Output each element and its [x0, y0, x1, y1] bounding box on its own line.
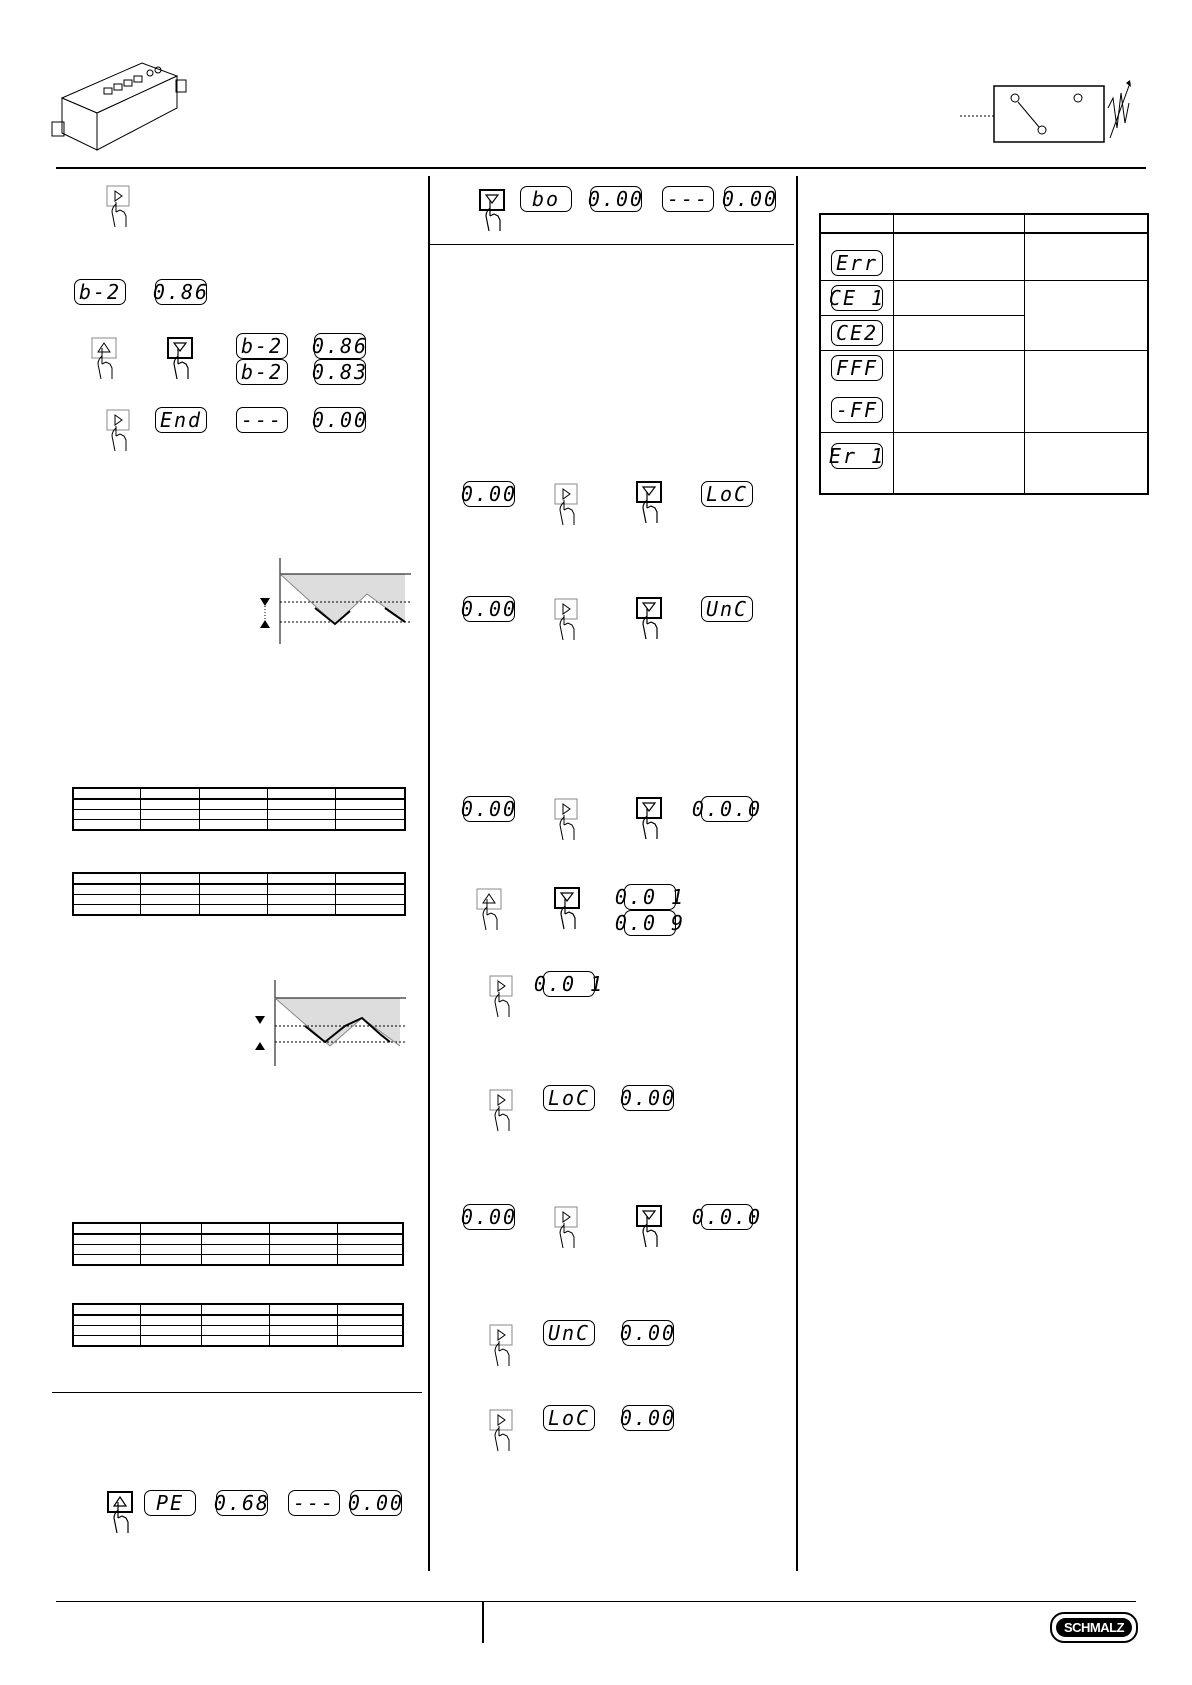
section-rule: [428, 244, 794, 245]
display-zero: 0.00: [619, 1321, 677, 1345]
hysteresis-diagram: [250, 978, 410, 1068]
set-button-icon: [487, 1323, 515, 1367]
display-zero: 0.00: [460, 797, 518, 821]
display-loc: LoC: [543, 1085, 595, 1111]
down-button-icon: [635, 480, 663, 524]
display-value: 0.86: [152, 280, 210, 304]
down-button-icon: [166, 336, 194, 380]
up-button-icon: [106, 1490, 134, 1534]
error-code-minus-ff: -FF: [831, 397, 883, 423]
display-value-top: 0.86: [311, 334, 369, 358]
error-codes-table: [819, 213, 1149, 495]
error-code-ce2: CE2: [831, 320, 883, 346]
display-zero: 0.00: [347, 1491, 405, 1515]
set-button-icon: [552, 797, 580, 841]
values-table-1a: [72, 787, 406, 831]
error-code-er1: Er 1: [828, 443, 886, 468]
display-unc: UnC: [701, 596, 753, 622]
set-button-icon: [487, 974, 515, 1018]
up-button-icon: [90, 336, 118, 380]
section-rule: [52, 1392, 422, 1393]
set-button-icon: [487, 1088, 515, 1132]
display-zero: 0.00: [619, 1086, 677, 1110]
footer-divider: [482, 1601, 484, 1643]
down-button-icon: [635, 596, 663, 640]
display-zero: 0.00: [721, 187, 779, 211]
display-loc: LoC: [543, 1405, 595, 1431]
values-table-2a: [72, 1222, 404, 1266]
display-dashes: ---: [236, 407, 288, 433]
display-unc: UnC: [543, 1320, 595, 1346]
error-code-ce1: CE 1: [828, 285, 886, 310]
display-zero: 0.00: [587, 187, 645, 211]
header-rule: [56, 167, 1146, 169]
display-code-top: 0.0 1: [614, 885, 686, 909]
device-illustration-icon: [52, 58, 187, 163]
logo-text: SCHMALZ: [1056, 1618, 1132, 1637]
hysteresis-diagram: [255, 556, 415, 646]
display-end: End: [155, 407, 207, 433]
up-button-icon: [475, 887, 503, 931]
error-code-err: Err: [831, 250, 883, 276]
down-button-icon: [553, 886, 581, 930]
display-value: 0.68: [213, 1491, 271, 1515]
error-code-fff: FFF: [831, 355, 883, 381]
pressure-switch-symbol-icon: [960, 78, 1135, 148]
down-button-icon: [478, 188, 506, 232]
display-zero: 0.00: [460, 597, 518, 621]
set-button-icon: [552, 597, 580, 641]
down-button-icon: [635, 1204, 663, 1248]
column-divider-left: [428, 176, 430, 1571]
display-code-bottom: 0.0 9: [614, 911, 686, 935]
schmalz-logo: [1050, 1612, 1138, 1643]
display-b2-bottom: b-2: [236, 359, 288, 385]
set-button-icon: [552, 1205, 580, 1249]
column-divider-right: [796, 176, 798, 1571]
display-loc: LoC: [701, 481, 753, 507]
display-code: 0.0.0: [691, 797, 763, 821]
display-value-bottom: 0.83: [311, 360, 369, 384]
display-b2: b-2: [74, 279, 126, 305]
values-table-1b: [72, 872, 406, 916]
down-button-icon: [635, 796, 663, 840]
display-b2-top: b-2: [236, 333, 288, 359]
display-dashes: ---: [662, 186, 714, 212]
display-zero: 0.00: [460, 1205, 518, 1229]
set-button-icon: [104, 184, 132, 228]
display-code: 0.0 1: [533, 972, 605, 996]
set-button-icon: [487, 1408, 515, 1452]
display-code: 0.0.0: [691, 1205, 763, 1229]
set-button-icon: [104, 408, 132, 452]
values-table-2b: [72, 1303, 404, 1347]
footer-rule: [56, 1601, 1136, 1602]
display-bo: bo: [520, 186, 572, 212]
display-zero: 0.00: [619, 1406, 677, 1430]
display-zero: 0.00: [311, 408, 369, 432]
display-dashes: ---: [288, 1490, 340, 1516]
display-zero: 0.00: [460, 482, 518, 506]
display-pe: PE: [144, 1490, 196, 1516]
set-button-icon: [552, 482, 580, 526]
